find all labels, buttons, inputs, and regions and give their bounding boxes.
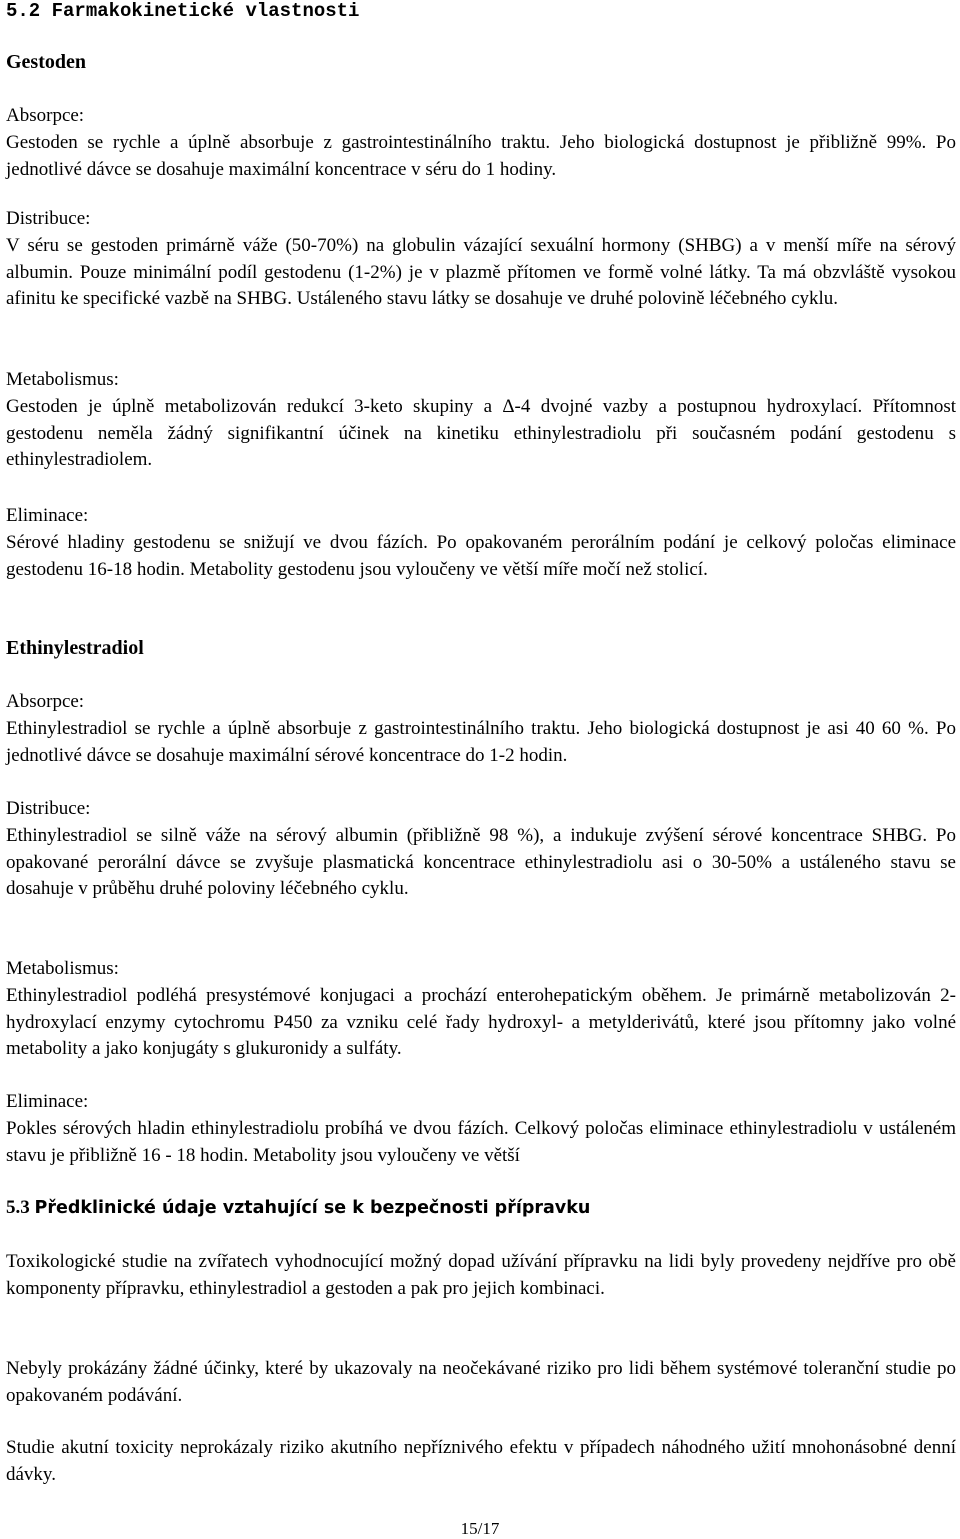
ethinylestradiol-metabolismus-label: Metabolismus: bbox=[6, 958, 119, 979]
ethinylestradiol-eliminace-label: Eliminace: bbox=[6, 1091, 89, 1112]
section-5-3-paragraph-1: Toxikologické studie na zvířatech vyhodnocující možný dopad užívání přípravku na lidi byly provedeny nejdříve pro obě komponenty přípravku, ethinylestradiol a gestoden a pak pro jejich kombinaci. bbox=[6, 1251, 956, 1299]
gestoden-distribuce-section bbox=[6, 206, 956, 313]
ethinylestradiol-metabolismus-text: Ethinylestradiol podléhá presystémové konjugaci a prochází enterohepatickým oběhem. Je primárně metabolizován 2-hydroxylací enzymy cytochromu P450 za vzniku celé řady hydroxyl- a metylderivátů, které jsou přítomny jako volné metabolity a jako konjugáty s glukuronidy a sulfáty. bbox=[6, 984, 956, 1060]
gestoden-absorpce-section bbox=[6, 103, 956, 183]
gestoden-eliminace-label: Eliminace: bbox=[6, 505, 89, 526]
ethinylestradiol-eliminace-section bbox=[6, 1089, 956, 1169]
ethinylestradiol-metabolismus-section bbox=[6, 956, 956, 1063]
section-5-3-paragraph-3: Studie akutní toxicity neprokázaly riziko akutního nepříznivého efektu v případech náhodného užití mnohonásobné denní dávky. bbox=[6, 1437, 956, 1485]
gestoden-absorpce-label: Absorpce: bbox=[6, 105, 85, 126]
ethinylestradiol-distribuce-label: Distribuce: bbox=[6, 798, 91, 819]
section-5-3-number: 5.3 bbox=[6, 1197, 30, 1218]
section-heading-5-3 bbox=[6, 1195, 956, 1222]
section-5-3-title: Předklinické údaje vztahující se k bezpečnosti přípravku bbox=[34, 1198, 591, 1218]
gestoden-eliminace-section bbox=[6, 503, 956, 583]
ethinylestradiol-eliminace-text: Pokles sérových hladin ethinylestradiolu probíhá ve dvou fázích. Celkový poločas eliminace ethinylestradiolu v ustáleném stavu je přibližně 16 - 18 hodin. Metabolity jsou vyloučeny ve větší bbox=[6, 1117, 956, 1166]
ethinylestradiol-distribuce-text: Ethinylestradiol se silně váže na sérový albumin (přibližně 98 %), a indukuje zvýšení sérové koncentrace SHBG. Po opakované perorální dávce se zvyšuje plasmatická koncentrace ethinylestradiolu asi o 30-50% a ustáleného stavu se dosahuje v průběhu druhé poloviny léčebného cyklu. bbox=[6, 824, 956, 900]
section-heading-5-2: 5.2 Farmakokinetické vlastnosti bbox=[6, 0, 360, 22]
ethinylestradiol-distribuce-section bbox=[6, 796, 956, 903]
gestoden-distribuce-text: V séru se gestoden primárně váže (50-70%) na globulin vázající sexuální hormony (SHBG) a v menší míře na sérový albumin. Pouze minimální podíl gestodenu (1-2%) je v plazmě přítomen ve formě volné látky. Ta má obzvláště vysokou afinitu ke specifické vazbě na SHBG. Ustáleného stavu látky se dosahuje ve druhé polovině léčebného cyklu. bbox=[6, 234, 956, 310]
gestoden-metabolismus-section bbox=[6, 367, 956, 474]
gestoden-absorpce-text: Gestoden se rychle a úplně absorbuje z gastrointestinálního traktu. Jeho biologická dostupnost je přibližně 99%. Po jednotlivé dávce se dosahuje maximální koncentrace v séru do 1 hodiny. bbox=[6, 131, 956, 180]
ethinylestradiol-title: Ethinylestradiol bbox=[6, 637, 144, 659]
page-number: 15/17 bbox=[460, 1519, 500, 1538]
gestoden-distribuce-label: Distribuce: bbox=[6, 208, 91, 229]
ethinylestradiol-absorpce-label: Absorpce: bbox=[6, 691, 85, 712]
ethinylestradiol-absorpce-text: Ethinylestradiol se rychle a úplně absorbuje z gastrointestinálního traktu. Jeho biologická dostupnost je asi 40 60 %. Po jednotlivé dávce se dosahuje maximální sérové koncentrace do 1-2 hodin. bbox=[6, 717, 956, 766]
gestoden-title: Gestoden bbox=[6, 51, 86, 73]
ethinylestradiol-absorpce-section bbox=[6, 689, 956, 769]
section-5-3-paragraph-2: Nebyly prokázány žádné účinky, které by ukazovaly na neočekávané riziko pro lidi během systémové toleranční studie po opakovaném podávání. bbox=[6, 1358, 956, 1406]
gestoden-metabolismus-label: Metabolismus: bbox=[6, 369, 119, 390]
gestoden-metabolismus-text: Gestoden je úplně metabolizován redukcí 3-keto skupiny a Δ-4 dvojné vazby a postupnou hydroxylací. Přítomnost gestodenu neměla žádný signifikantní účinek na kinetiku ethinylestradiolu při současném podání gestodenu s ethinylestradiolem. bbox=[6, 395, 956, 471]
gestoden-eliminace-text: Sérové hladiny gestodenu se snižují ve dvou fázích. Po opakovaném perorálním podání je celkový poločas eliminace gestodenu 16-18 hodin. Metabolity gestodenu jsou vyloučeny ve větší míře močí než stolicí. bbox=[6, 531, 956, 580]
